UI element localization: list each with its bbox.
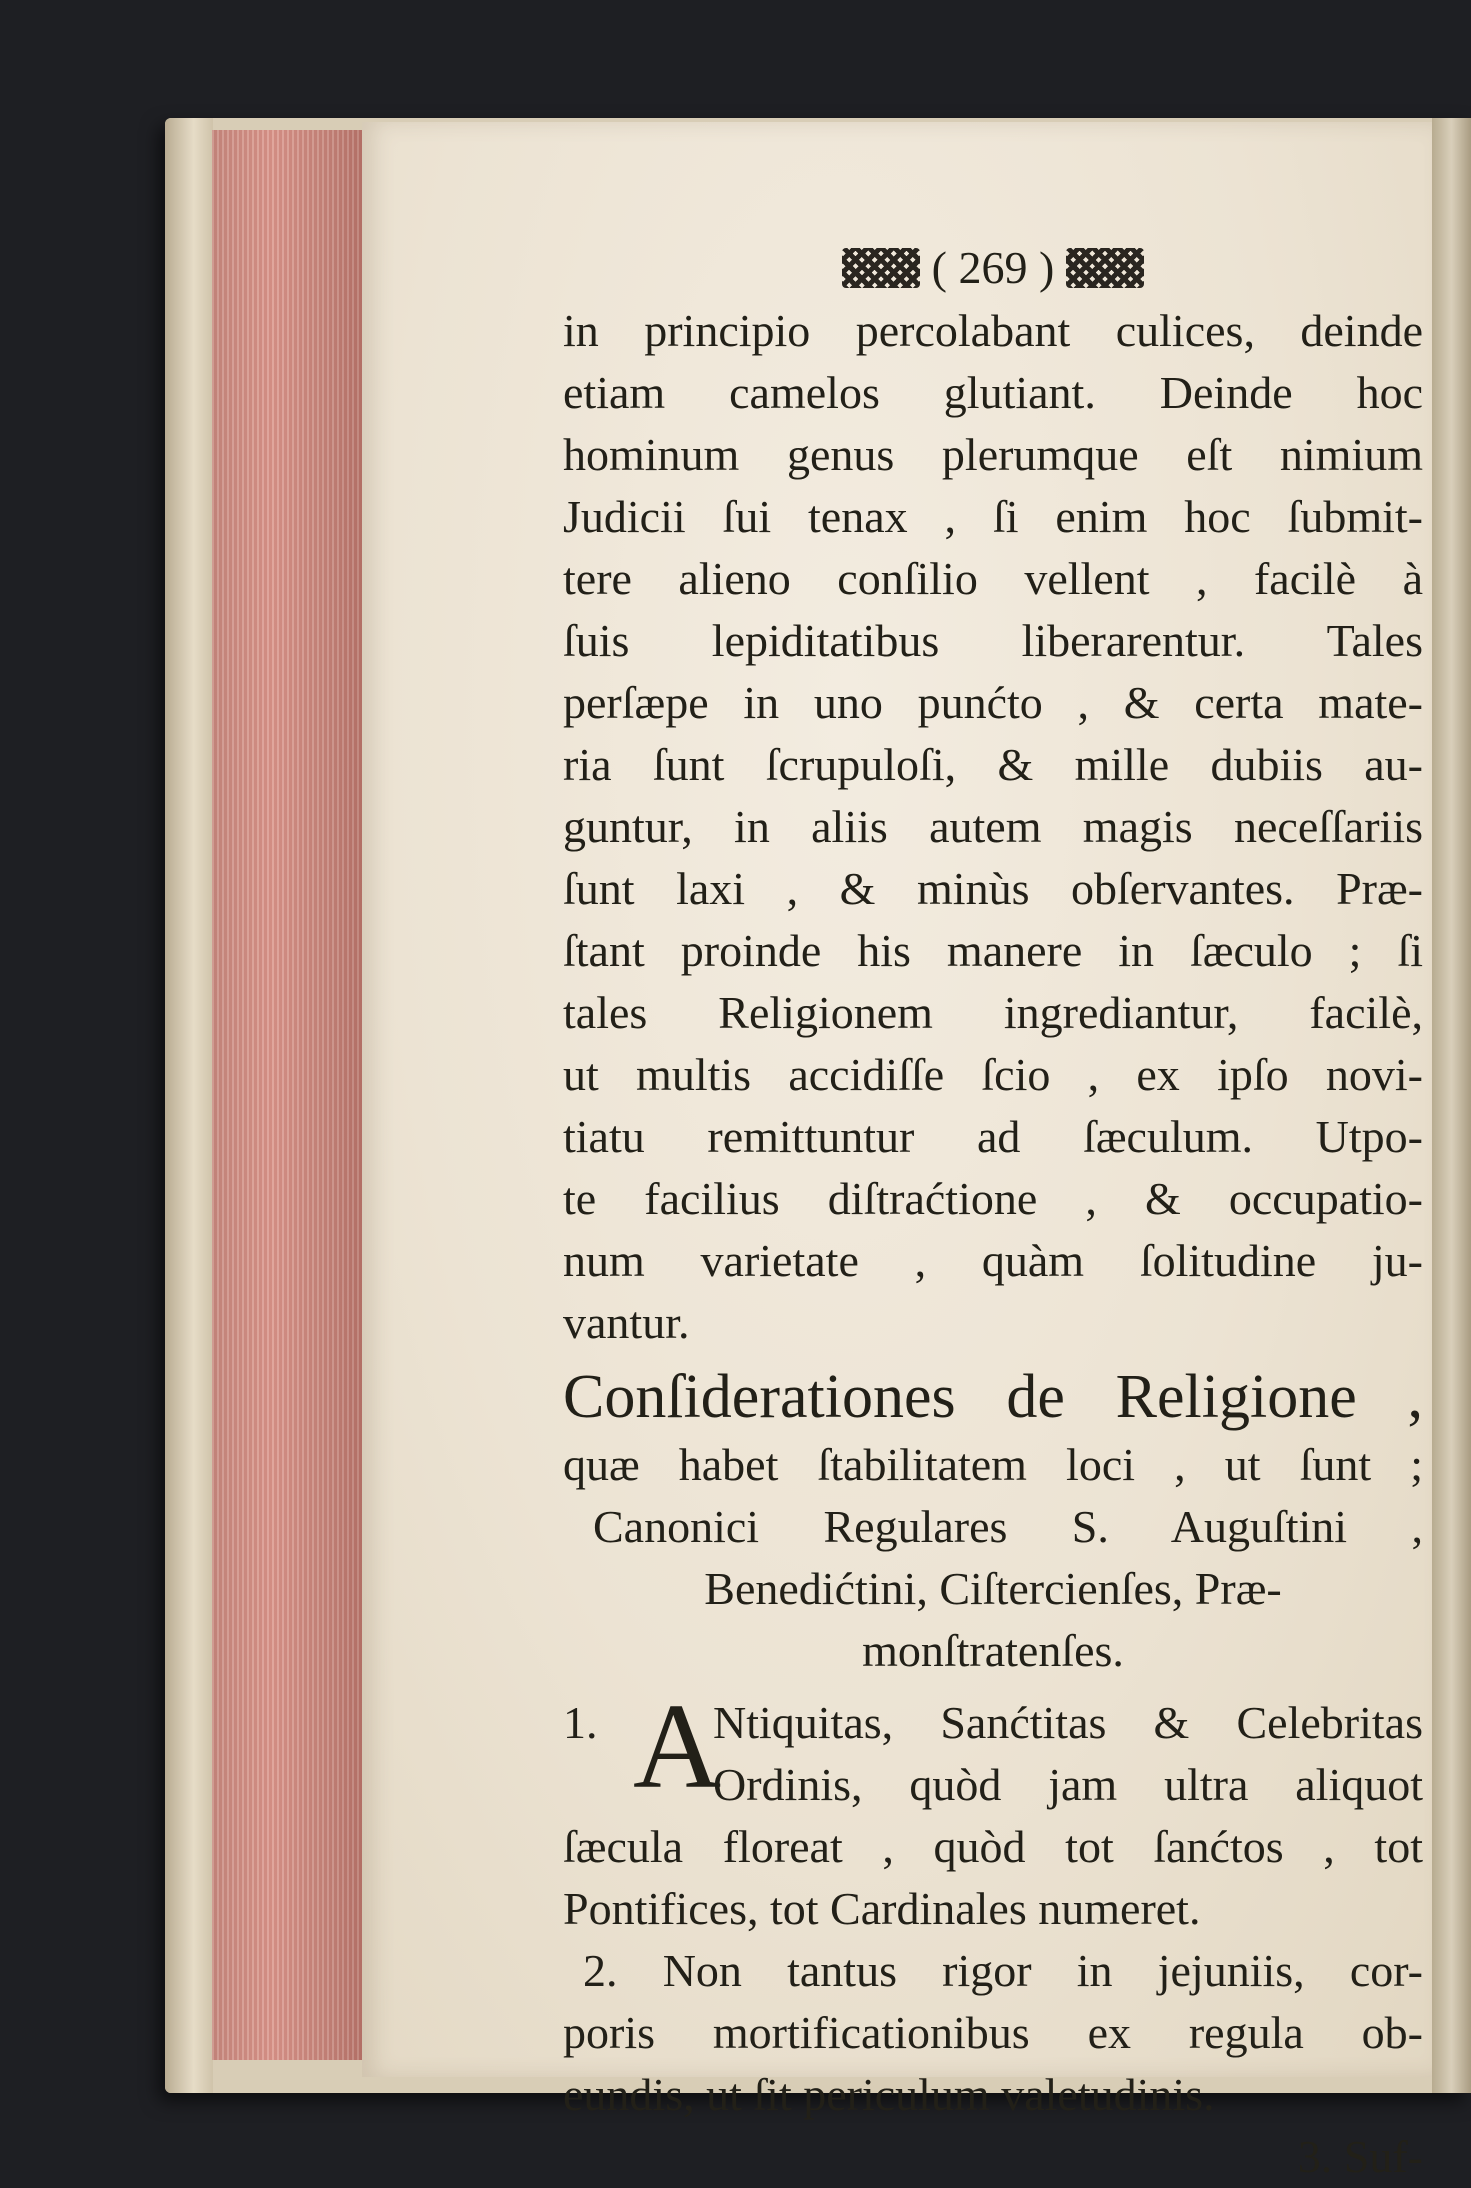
left-ornament-icon [842, 248, 920, 288]
heading-line-1: Conſiderationes de Religione , [563, 1363, 1423, 1431]
text-line: Ordinis, quòd jam ultra aliquot [713, 1759, 1423, 1810]
page-number: ( 269 ) [931, 242, 1055, 293]
paragraph-1 [563, 300, 1423, 1354]
right-ornament-icon [1066, 248, 1144, 288]
red-page-edges [212, 130, 362, 2060]
text-line: Ntiquitas, Sanćtitas & Celebritas [713, 1697, 1423, 1748]
drop-cap: A [633, 1679, 722, 1814]
item-number: 1. [563, 1697, 598, 1748]
text-line: Judicii ſui tenax , ſi enim hoc ſubmit- [563, 491, 1423, 542]
heading-line-5: monſtratenſes. [862, 1625, 1124, 1676]
text-line: ſæcula floreat , quòd tot ſanćtos , tot [563, 1821, 1423, 1872]
page-header [563, 238, 1423, 298]
heading-line-3: Canonici Regulares S. Auguſtini , [593, 1501, 1423, 1552]
section-heading [563, 1360, 1423, 1682]
catchword: 3. Suf- [1297, 2131, 1423, 2182]
text-line: te facilius diſtraćtione , & occupatio- [563, 1173, 1423, 1224]
text-line: ſuis lepiditatibus liberarentur. Tales [563, 615, 1423, 666]
page-right-edge [1432, 118, 1471, 2093]
text-line: perſæpe in uno punćto , & certa mate- [563, 677, 1423, 728]
text-line: ſunt laxi , & minùs obſervantes. Præ- [563, 863, 1423, 914]
text-line: 2. Non tantus rigor in jejuniis, cor- [583, 1945, 1423, 1996]
text-line: tiatu remittuntur ad ſæculum. Utpo- [563, 1111, 1423, 1162]
text-line: ria ſunt ſcrupuloſi, & mille dubiis au- [563, 739, 1423, 790]
text-line: in principio percolabant culices, deinde [563, 305, 1423, 356]
text-line: ſtant proinde his manere in ſæculo ; ſi [563, 925, 1423, 976]
heading-line-4: Benedićtini, Ciſtercienſes, Præ- [704, 1563, 1282, 1614]
heading-line-2: quæ habet ſtabilitatem loci , ut ſunt ; [563, 1439, 1423, 1490]
book-cover-edge [165, 118, 213, 2093]
text-line: Pontifices, tot Cardinales numeret. [563, 1883, 1201, 1934]
page-text [563, 238, 1423, 2188]
item-2 [563, 1940, 1423, 2126]
text-line: num varietate , quàm ſolitudine ju- [563, 1235, 1423, 1286]
catchword-row [563, 2126, 1423, 2188]
text-line: hominum genus plerumque eſt nimium [563, 429, 1423, 480]
text-line: etiam camelos glutiant. Deinde hoc [563, 367, 1423, 418]
text-line: poris mortificationibus ex regula ob- [563, 2007, 1423, 2058]
text-line: ut multis accidiſſe ſcio , ex ipſo novi- [563, 1049, 1423, 1100]
text-line: guntur, in aliis autem magis neceſſariis [563, 801, 1423, 852]
text-line: tales Religionem ingrediantur, facilè, [563, 987, 1423, 1038]
text-line: tere alieno conſilio vellent , facilè à [563, 553, 1423, 604]
text-line: vantur. [563, 1297, 690, 1348]
text-line: eundis, ut ſit periculum valetudinis. [563, 2069, 1215, 2120]
item-1 [563, 1679, 1423, 1940]
